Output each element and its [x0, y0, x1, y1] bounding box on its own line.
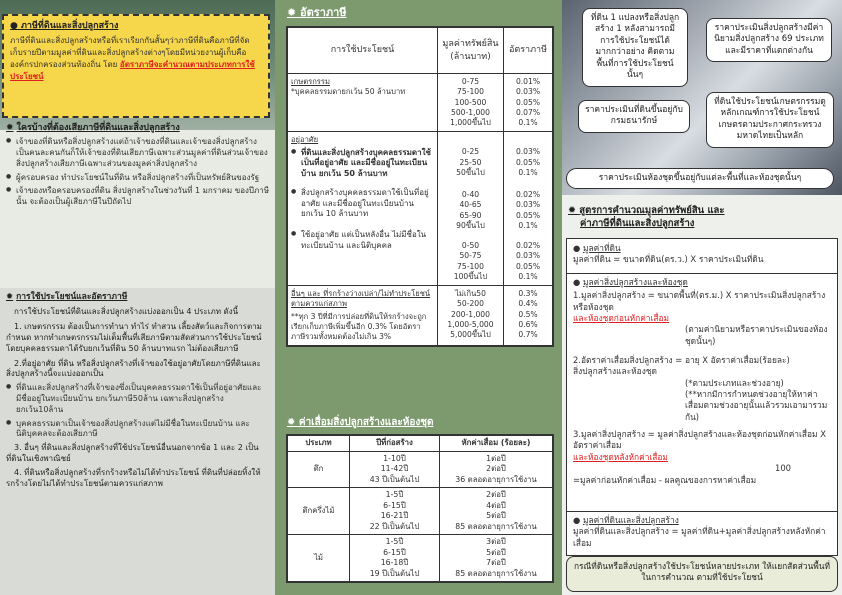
bottom-note: กรณีที่ดินหรือสิ่งปลูกสร้างใช้ประโยชน์หลายประเภท ให้แยกสัดส่วนพื้นที่ในการคำนวณ ตามที่ใช้ประโยชน์ [566, 556, 838, 592]
table-value: 90ขึ้นไป [456, 220, 485, 230]
table-cell [504, 132, 553, 286]
table-value: 75-100 [457, 87, 484, 97]
table-value: 0.03% [515, 200, 541, 210]
column-header: อัตราภาษี [504, 28, 553, 74]
formula-box [566, 238, 838, 556]
table-value: 500-1,000 [451, 107, 490, 117]
table-cell: 3ต่อปี 5ต่อปี 7ต่อปี 85 ตลอดอายุการใช้งาน [440, 535, 553, 582]
usage-section [6, 292, 269, 489]
list-item: ● เจ้าของที่ดินหรือสิ่งปลูกสร้างแต่ถ้าเจ้าของที่ดินและเจ้าของสิ่งปลูกสร้างเป็นคนละคนกันก็ให้เจ้าของที่ดินเสียภาษีเฉพาะส่วนมูลค่าที่ดินส่วนเจ้าของสิ่งปลูกสร้างเสียภาษีเฉพาะส่วนของมูลค่าสิ่งปลูกสร้าง [6, 137, 269, 169]
left-column [0, 0, 275, 595]
table-value: 0.7% [518, 330, 538, 339]
table-cell [438, 74, 504, 132]
intro-title: ● ภาษีที่ดินและสิ่งปลูกสร้าง [10, 21, 119, 31]
table-value: 40-65 [459, 200, 482, 210]
table-cell: อื่นๆ และ ที่รกร้างว่างเปล่า/ไม่ทำประโยชน์ตามควรแก่สภาพ **ทุก 3 ปีที่มีการปล่อยที่ดินให้รกร้างจะถูกเรียกเก็บภาษีเพิ่มขึ้นอีก 0.3% โดยอัตราภาษีรวมทั้งหมดต้องไม่เกิน 3% [288, 286, 438, 346]
list-item: ● ที่ดินและสิ่งปลูกสร้างที่เจ้าของซึ่งเป็นบุคคลธรรมดาใช้เป็นที่อยู่อาศัยและมีชื่ออยู่ในทะเบียนบ้าน ยกเว้นภาษี50ล้าน เฉพาะสิ่งปลูกสร้างยกเว้น10ล้าน [6, 383, 269, 415]
table-value: 0.1% [518, 220, 538, 230]
table-value: 1,000ขึ้นไป [450, 118, 491, 127]
table-value: 0.5% [518, 309, 538, 319]
table-value: 0.4% [518, 299, 538, 309]
table-value: 0.05% [515, 261, 541, 271]
table-value: 0.05% [515, 157, 541, 167]
who-list [6, 137, 269, 208]
usage-residence-list [6, 383, 269, 440]
bullet-icon: ● [573, 277, 583, 287]
intro-box [2, 14, 270, 118]
table-cell: ตึกครึ่งไม้ [288, 488, 350, 535]
table-cell: 1ต่อปี 2ต่อปี 36 ตลอดอายุการใช้งาน [440, 451, 553, 488]
table-value: 0.1% [518, 167, 538, 177]
table-cell: 1-5ปี 6-15ปี 16-21ปี 22 ปีเป็นต้นไป [350, 488, 440, 535]
list-item: ● บุคคลธรรมดาเป็นเจ้าของสิ่งปลูกสร้างแต่ไม่มีชื่อในทะเบียนบ้าน และ นิติบุคคลจะต้องเสียภาษี [6, 419, 269, 441]
table-value: 0.03% [515, 87, 541, 97]
table-row [288, 451, 553, 488]
bullet-icon: ● [573, 243, 583, 253]
table-value: 0.05% [515, 97, 541, 107]
column-header: มูลค่าทรัพย์สิน (ล้านบาท) [438, 28, 504, 74]
table-value: 0.02% [515, 190, 541, 199]
table-value: 5,000ขึ้นไป [450, 330, 491, 339]
table-value: 0-50 [461, 241, 480, 250]
table-value: 75-100 [457, 261, 484, 271]
info-pill: ราคาประเมินห้องชุดขึ้นอยู่กับแต่ละพื้นที่และห้องชุดนั้นๆ [566, 168, 834, 189]
column-header: ประเภท [288, 436, 350, 452]
table-value: 100ขึ้นไป [453, 271, 488, 281]
table-cell: 1-5ปี 6-15ปี 16-18ปี 19 ปีเป็นต้นไป [350, 535, 440, 582]
depreciation-table [286, 434, 554, 583]
table-cell [438, 132, 504, 286]
usage-intro: การใช้ประโยชน์ที่ดินและสิ่งปลูกสร้างแบ่งออกเป็น 4 ประเภท ดังนี้ [14, 307, 239, 317]
gear-icon: ✹ [287, 6, 301, 19]
table-value: 0.03% [515, 147, 541, 157]
table-value: 200-1,000 [451, 309, 490, 319]
list-item: ● สิ่งปลูกสร้างบุคคลธรรมดาใช้เป็นที่อยู่อาศัย และมีชื่ออยู่ในทะเบียนบ้าน ยกเว้น 10 ล้านบาท [291, 188, 434, 220]
table-row [288, 132, 553, 286]
list-item: ● ผู้ครอบครอง ทำประโยชน์ในที่ดิน หรือสิ่งปลูกสร้างที่เป็นทรัพย์สินของรัฐ [6, 173, 269, 184]
table-value: 0.02% [515, 241, 541, 250]
table-value: ไม่เกิน50 [455, 289, 486, 298]
table-row [288, 488, 553, 535]
table-cell: เกษตรกรรม *บุคคลธรรมดายกเว้น 50 ล้านบาท [288, 74, 438, 132]
table-value: 0-25 [461, 147, 480, 157]
table-row [288, 74, 553, 132]
info-bubble: ราคาประเมินสิ่งปลูกสร้างมีค่านิยามสิ่งปลูกสร้าง 69 ประเภทและมีราคาที่แตกต่างกัน [706, 18, 832, 62]
table-cell [438, 286, 504, 346]
usage-residence: 2.ที่อยู่อาศัย ที่ดิน หรือสิ่งปลูกสร้างที่เจ้าของใช้อยู่อาศัยโดยภาษีที่ดินและสิ่งปลูกสร้างนี้จะแบ่งออกเป็น [6, 358, 261, 379]
table-cell [504, 286, 553, 346]
gear-icon: ✹ [568, 205, 580, 216]
formula-building: ● มูลค่าสิ่งปลูกสร้างและห้องชุด 1.มูลค่าสิ่งปลูกสร้าง = ขนาดพื้นที่(ตร.ม.) X ราคาประเมินสิ่งปลูกสร้างหรือห้องชุด และห้องชุดก่อนหักค่าเสื่อม (ตามค่านิยามหรือราคาประเมินของห้องชุดนั้นๆ) 2.อัตราค่าเสื่อมสิ่งปลูกสร้าง = อายุ X อัตราค่าเสื่อม(ร้อยละ) สิ่งปลูกสร้างและห้องชุด (*ตามประเภทและช่วงอายุ) (**หากมีการกำหนดช่วงอายุให้หาค่าเสื่อมตามช่วงอายุนั้นแล้วรวมเอามารวมกัน) 3.มูลค่าสิ่งปลูกสร้าง = มูลค่าสิ่งปลูกสร้างและห้องชุดก่อนหักค่าเสื่อม X อัตราค่าเสื่อม และห้องชุดหลังหักค่าเสื่อม 100 =มูลค่าก่อนหักค่าเสื่อม - ผลคูณของการหาค่าเสื่อม [573, 277, 828, 485]
usage-title: ✹ การใช้ประโยชน์และอัตราภาษี [6, 292, 128, 302]
table-value: 0.01% [515, 77, 541, 86]
gear-icon: ✹ [287, 417, 299, 428]
info-bubble: ราคาประเมินที่ดินขึ้นอยู่กับกรมธนารักษ์ [578, 100, 690, 133]
table-cell: อยู่อาศัย ● ที่ดินและสิ่งปลูกสร้างบุคคลธรรมดาใช้เป็นที่อยู่อาศัย และมีชื่ออยู่ในทะเบียนบ้าน ยกเว้น 50 ล้านบาท ● สิ่งปลูกสร้างบุคคลธรรมดาใช้เป็นที่อยู่อาศัย และมีชื่ออยู่ในทะเบียนบ้าน ยกเว้น 10 ล้านบาท ● ใช้อยู่อาศัย แต่เป็นหลังอื่น ไม่มีชื่อในทะเบียนบ้าน และนิติบุคคล [288, 132, 438, 286]
table-cell: 2ต่อปี 4ต่อปี 5ต่อปี 85 ตลอดอายุการใช้งาน [440, 488, 553, 535]
table-value: 50-200 [457, 299, 484, 309]
formula-title: ✹ สูตรการคำนวณมูลค่าทรัพย์สิน และ ค่าภาษีที่ดินและสิ่งปลูกสร้าง [568, 205, 725, 229]
usage-vacant: 4. ที่ดินหรือสิ่งปลูกสร้างที่รกร้างหรือไม่ได้ทำประโยชน์ ที่ดินที่ปล่อยทิ้งให้รกร้างโดยไม่ได้ทำประโยชน์ตามควรแก่สภาพ [6, 467, 261, 488]
who-section [6, 122, 269, 211]
table-value: 0.03% [515, 251, 541, 261]
column-header: การใช้ประโยชน์ [288, 28, 438, 74]
table-value: 1,000-5,000 [447, 319, 494, 329]
table-value: 0.6% [518, 319, 538, 329]
info-bubble: ที่ดินใช้ประโยชน์เกษตรกรรมดูหลักเกณฑ์การใช้ประโยชน์เกษตรตามประกาศกระทรวงมหาดไทยเป็นหลัก [706, 92, 834, 148]
table-value: 100-500 [454, 97, 487, 107]
depreciation-title: ✹ ค่าเสื่อมสิ่งปลูกสร้างและห้องชุด [287, 417, 434, 428]
rate-table [286, 26, 554, 347]
table-cell: ไม้ [288, 535, 350, 582]
formula-land: ● มูลค่าที่ดิน มูลค่าที่ดิน = ขนาดที่ดิน(ตร.ว.) X ราคาประเมินที่ดิน [573, 243, 764, 265]
info-bubble: ที่ดิน 1 แปลงหรือสิ่งปลูกสร้าง 1 หลังสามารถมีการใช้ประโยชน์ได้มากกว่าอย่าง คิดตามพื้นที่การใช้ประโยชน์นั้นๆ [582, 8, 688, 87]
rate-title: ✹ อัตราภาษี [287, 6, 347, 19]
table-value: 25-50 [459, 157, 482, 167]
gear-icon: ✹ [6, 123, 14, 133]
list-item: ● เจ้าของหรือครอบครองที่ดิน สิ่งปลูกสร้างในช่วงวันที่ 1 มกราคม ของปีภาษีนั้น จะต้องเป็นผู้เสียภาษีในปีถัดไป [6, 186, 269, 208]
table-value: 0-75 [461, 77, 480, 86]
table-value: 0.07% [515, 107, 541, 117]
who-title: ✹ ใครบ้างที่ต้องเสียภาษีที่ดินและสิ่งปลูกสร้าง [6, 123, 180, 133]
table-value: 65-90 [459, 210, 482, 220]
usage-other: 3. อื่นๆ ที่ดินและสิ่งปลูกสร้างที่ใช้ประโยชน์อื่นนอกจากข้อ 1 และ 2 เป็นที่ดินในเชิงพาณิชย์ [6, 443, 259, 464]
table-value: 0.1% [518, 271, 538, 281]
bullet-icon: ● [10, 21, 21, 31]
table-value: 0.05% [515, 210, 541, 220]
table-cell: 1-10ปี 11-42ปี 43 ปีเป็นต้นไป [350, 451, 440, 488]
gear-icon: ✹ [6, 292, 14, 302]
table-row [288, 286, 553, 346]
list-item: ● ใช้อยู่อาศัย แต่เป็นหลังอื่น ไม่มีชื่อในทะเบียนบ้าน และนิติบุคคล [291, 230, 434, 252]
table-row [288, 535, 553, 582]
table-value: 0-40 [461, 190, 480, 199]
table-value: 50ขึ้นไป [456, 167, 485, 177]
usage-agri: 1. เกษตรกรรม ต้องเป็นการทำนา ทำไร่ ทำสวน เลี้ยงสัตว์และกิจการตามกำหนด หากทำเกษตรกรรมไม่เต็มพื้นที่เสียภาษีตามสัดส่วนการใช้ประโยชน์ โดยบุคคลธรรมดาได้รับยกเว้นที่ดิน 50 ล้านบาทแรก ไม่ต้องเสียภาษี [6, 322, 262, 353]
formula-total: ● มูลค่าที่ดินและสิ่งปลูกสร้าง มูลค่าที่ดินและสิ่งปลูกสร้าง = มูลค่าที่ดิน+มูลค่าสิ่งปลูกสร้างหลังหักค่าเสื่อม [573, 515, 826, 548]
table-value: 50-75 [459, 251, 482, 261]
bullet-icon: ● [573, 515, 583, 525]
intro-body: ภาษีที่ดินและสิ่งปลูกสร้างหรือที่เราเรียกกันสั้นๆว่าภาษีที่ดินคือภาษีที่จัดเก็บรายปีตามมูลค่าที่ดินและสิ่งปลูกสร้างต่างๆโดยมีหน่วยงานผู้เก็บคือองค์กรปกครองส่วนท้องถิ่น โดย อัตราภาษีจะคำนวณตามประเภทการใช้ประโยชน์ [10, 36, 255, 82]
table-value: 0.3% [518, 289, 538, 298]
table-cell: ตึก [288, 451, 350, 488]
table-value: 0.1% [518, 118, 538, 127]
column-header: ปีที่ก่อสร้าง [350, 436, 440, 452]
column-header: หักค่าเสื่อม (ร้อยละ) [440, 436, 553, 452]
list-item: ● ที่ดินและสิ่งปลูกสร้างบุคคลธรรมดาใช้เป็นที่อยู่อาศัย และมีชื่ออยู่ในทะเบียนบ้าน ยกเว้น 50 ล้านบาท [291, 148, 434, 180]
table-cell [504, 74, 553, 132]
